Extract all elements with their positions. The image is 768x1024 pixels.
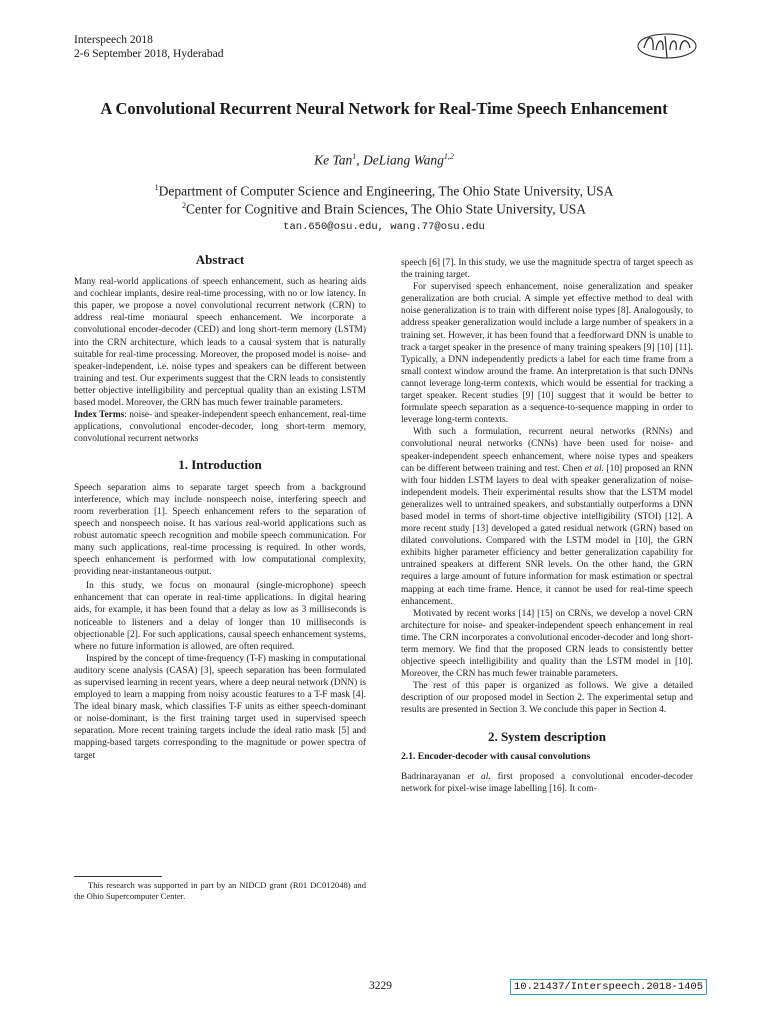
- body-paragraph: The rest of this paper is organized as follows. We give a detailed description of our proposed model in Section 2. The experimental setup and results are presented in Section 3. We conclude this paper in Section 4.: [401, 681, 693, 716]
- body-paragraph: For supervised speech enhancement, noise generalization and speaker generalization are both crucial. A simple yet effective method to deal with noise generalization is to train with different noise types [8]. Analogously, to address speaker generalization would include a large number of speakers in a training set. However, it has been found that a feedforward DNN is unable to track a target speaker in the presence of many training speakers [9] [10] [11]. Typically, a DNN independently predicts a label for each time frame from a small context window around the frame. An interpretation is that such DNNs cannot leverage long-term contexts, which would be essential for tracking a target speaker. Recent studies [9] [10] suggest that it would be better to formulate speech separation as a sequence-to-sequence mapping in order to leverage long-term contexts.: [401, 282, 693, 426]
- affiliation-sup: 2: [181, 201, 186, 210]
- text-run: With such a formulation, recurrent neural networks (RNNs) and convolutional neural networks (CNNs) have been used for noise- and speaker-independent speech enhancement, where noise types and speakers can be different between training and test. Chen: [401, 427, 693, 474]
- affiliation-text: Center for Cognitive and Brain Sciences, The Ohio State University, USA: [185, 201, 587, 217]
- abstract-body: Many real-world applications of speech enhancement, such as hearing aids and cochlear implants, desire real-time processing, with no or low latency. In this paper, we propose a novel convolutional recurrent network (CRN) to address real-time monaural speech enhancement. We incorporate a convolutional encoder-decoder (CED) and long short-term memory (LSTM) into the CRN architecture, which leads to a causal system that is naturally suitable for real-time processing. Moreover, the proposed model is noise- and speaker-independent, i.e. noise types and speakers can be different between training and test. Our experiments suggest that the CRN leads to consistently better objective intelligibility and perceptual quality than an existing LSTM based model. Moreover, the CRN has much fewer trainable parameters.: [74, 277, 366, 409]
- isca-logo-icon: [636, 24, 698, 68]
- footnote: This research was supported in part by an NIDCD grant (R01 DC012048) and the Ohio Supercomputer Center.: [74, 880, 366, 901]
- index-terms-text: : noise- and speaker-independent speech enhancement, real-time applications, convolutional encoder-decoder, long short-term memory, convolutional recurrent networks: [74, 410, 366, 445]
- author-line: Ke Tan$^1$, DeLiang Wang$^{1,2}$: [314, 152, 454, 168]
- index-terms: [74, 409, 366, 445]
- subsection-heading: 2.1. Encoder-decoder with causal convolutions: [401, 750, 591, 762]
- intro-paragraph: Speech separation aims to separate target speech from a background interference, which may include nonspeech noise, interfering speech and room reverberation [1]. Speech enhancement refers to the separation of speech and nonspeech noise. It has various real-world applications such as robust automatic speech recognition and mobile speech communication. For many such applications, real-time processing is required. In other words, speech enhancement is performed with low computational complexity, providing near-instantaneous output.: [74, 482, 366, 578]
- body-paragraph: speech [6] [7]. In this study, we use the magnitude spectra of target speech as the training target.: [401, 258, 693, 281]
- body-paragraph: Motivated by recent works [14] [15] on CRNs, we develop a novel CRN architecture for noise- and speaker-independent speech enhancement in real time. The CRN incorporates a convolutional encoder-decoder and long short-term memory. We find that the proposed CRN leads to consistently better objective speech intelligibility and quality than the LSTM model in [10]. Moreover, the CRN has much fewer trainable parameters.: [401, 608, 693, 680]
- author-name: DeLiang Wang: [363, 152, 444, 168]
- text-run: [10] proposed an RNN with four hidden LSTM layers to deal with speaker generalization of noise-independent models. Their experimental results show that the LSTM model generalizes well to untrained speakers, and substantially outperforms a DNN based model in terms of short-time objective intelligibility (STOI) [12]. A more recent study [13] developed a gated residual network (GRN) based on dilated convolutions. Compared with the LSTM model in [10], the GRN exhibits higher parameter efficiency and better generalization capability for untrained speakers at different SNR levels. On the other hand, the GRN requires a large amount of future information for mask estimation or spectral mapping at each time frame. Hence, it cannot be used for real-time speech enhancement.: [401, 463, 694, 607]
- abstract-heading: Abstract: [195, 252, 245, 267]
- right-column: [401, 257, 693, 795]
- affiliation-text: Department of Computer Science and Engineering, The Ohio State University, USA: [158, 183, 614, 199]
- text-run: first proposed a convolutional encoder-decoder network for pixel-wise image labelling [16]. It com-: [401, 771, 693, 794]
- author-affil-sup: 1: [352, 152, 357, 161]
- index-terms-label: Index Terms: [74, 410, 125, 421]
- intro-paragraph: In this study, we focus on monaural (single-microphone) speech enhancement that can operate in real-time applications. In digital hearing aids, for example, it has been found that a delay as low as 3 milliseconds is noticeable to listeners and a delay of longer than 10 milliseconds is objectionable [2]. For such applications, causal speech enhancement systems, where no future information is allowed, are often required.: [74, 581, 366, 652]
- author-affil-sup: 1,2: [443, 152, 454, 161]
- conference-name: Interspeech 2018: [74, 34, 153, 46]
- conference-dates: 2-6 September 2018, Hyderabad: [74, 48, 224, 60]
- paper-title: A Convolutional Recurrent Neural Network for Real-Time Speech Enhancement: [100, 99, 668, 118]
- author-name: Ke Tan: [314, 152, 353, 168]
- affiliation-sup: 1: [154, 183, 159, 192]
- text-run: Badrinarayanan: [401, 771, 468, 782]
- intro-paragraph: Inspired by the concept of time-frequency (T-F) masking in computational auditory scene analysis (CASA) [3], speech separation has been formulated as supervised learning in recent years, where a deep neural network (DNN) is employed to learn a mapping from noisy acoustic features to a T-F mask [4]. The ideal binary mask, which classifies T-F units as either speech-dominant or noise-dominant, is the first training target used in supervised speech separation. More recent training targets include the ideal ratio mask [5] and mapping-based targets corresponding to the magnitude or power spectra of target: [74, 653, 366, 761]
- body-paragraph: [401, 771, 693, 795]
- system-description-heading: 2. System description: [487, 728, 607, 744]
- body-paragraph: [401, 426, 693, 607]
- affiliation-2: [0, 201, 768, 218]
- doi-link[interactable]: 10.21437/Interspeech.2018-1405: [510, 979, 707, 995]
- left-column: [74, 254, 366, 762]
- footnote-divider: [74, 876, 162, 877]
- introduction-heading: 1. Introduction: [178, 457, 262, 473]
- text-run-italic: et al.: [584, 463, 604, 474]
- text-run-italic: et al.: [467, 771, 491, 782]
- author-emails: tan.650@osu.edu, wang.77@osu.edu: [283, 221, 485, 233]
- conference-header: [74, 33, 223, 61]
- affiliation-1: [0, 183, 768, 200]
- page-number: 3229: [369, 980, 392, 992]
